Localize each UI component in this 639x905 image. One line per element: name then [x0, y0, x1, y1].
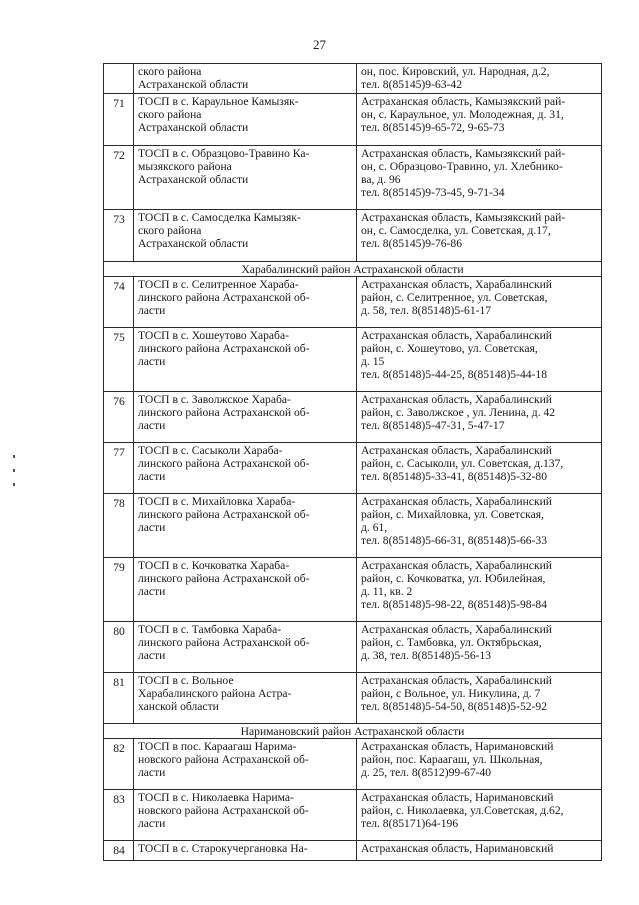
table-row — [104, 558, 602, 622]
table-row — [104, 64, 602, 94]
section-row — [104, 724, 602, 739]
page-number: 27 — [313, 37, 326, 52]
office-name: ТОСП в пос. Караагаш Нарима- новского района Астраханской об- ласти — [134, 739, 357, 790]
table-row — [104, 328, 602, 392]
office-address: Астраханская область, Наримановский район, пос. Караагаш, ул. Школьная, д. 25, тел. 8(8512)99-67-40 — [357, 739, 602, 790]
row-number: 82 — [104, 739, 134, 790]
office-address: Астраханская область, Наримановский — [357, 841, 602, 861]
row-number: 78 — [104, 494, 134, 558]
table-row — [104, 494, 602, 558]
table-row — [104, 210, 602, 262]
table-row — [104, 94, 602, 146]
scan-mark — [13, 469, 15, 472]
table-row — [104, 739, 602, 790]
office-address: Астраханская область, Харабалинский район, с. Хошеутово, ул. Советская, д. 15 тел. 8(85148)5-44-25, 8(85148)5-44-18 — [357, 328, 602, 392]
scan-margin-marks — [13, 455, 17, 497]
office-name: ТОСП в с. Тамбовка Хараба- линского района Астраханской об- ласти — [134, 622, 357, 673]
section-row — [104, 262, 602, 277]
office-name: ТОСП в с. Заволжское Хараба- линского района Астраханской об- ласти — [134, 392, 357, 443]
row-number: 76 — [104, 392, 134, 443]
section-title: Харабалинский район Астраханской области — [104, 262, 602, 277]
row-number: 71 — [104, 94, 134, 146]
office-name: ТОСП в с. Кочковатка Хараба- линского района Астраханской об- ласти — [134, 558, 357, 622]
row-number: 73 — [104, 210, 134, 262]
office-address: Астраханская область, Наримановский район, с. Николаевка, ул.Советская, д.62, тел. 8(85171)64-196 — [357, 790, 602, 841]
row-number: 72 — [104, 146, 134, 210]
office-name: ТОСП в с. Михайловка Хараба- линского района Астраханской об- ласти — [134, 494, 357, 558]
office-name: ТОСП в с. Вольное Харабалинского района Астра- ханской области — [134, 673, 357, 724]
table-row — [104, 277, 602, 328]
office-address: Астраханская область, Камызякский рай- он, с. Самосделка, ул. Советская, д.17, тел. 8(85145)9-76-86 — [357, 210, 602, 262]
office-name: ТОСП в с. Николаевка Нарима- новского района Астраханской об- ласти — [134, 790, 357, 841]
table-row — [104, 622, 602, 673]
row-number: 77 — [104, 443, 134, 494]
row-number: 80 — [104, 622, 134, 673]
table-row — [104, 392, 602, 443]
table-row — [104, 443, 602, 494]
table-row — [104, 790, 602, 841]
office-address: Астраханская область, Харабалинский район, с. Тамбовка, ул. Октябрьская, д. 38, тел. 8(85148)5-56-13 — [357, 622, 602, 673]
office-name: ТОСП в с. Образцово-Травино Ка- мызякского района Астраханской области — [134, 146, 357, 210]
office-name: ТОСП в с. Старокучергановка На- — [134, 841, 357, 861]
row-number: 79 — [104, 558, 134, 622]
office-address: Астраханская область, Камызякский рай- он, с. Караульное, ул. Молодежная, д. 31, тел. 8(85145)9-65-72, 9-65-73 — [357, 94, 602, 146]
office-name: ского района Астраханской области — [134, 64, 357, 94]
office-name: ТОСП в с. Караульное Камызяк- ского района Астраханской области — [134, 94, 357, 146]
office-name: ТОСП в с. Хошеутово Хараба- линского района Астраханской об- ласти — [134, 328, 357, 392]
scan-mark — [13, 483, 15, 486]
office-name: ТОСП в с. Селитренное Хараба- линского района Астраханской об- ласти — [134, 277, 357, 328]
row-number: 84 — [104, 841, 134, 861]
scan-mark — [13, 455, 15, 458]
row-number: 74 — [104, 277, 134, 328]
office-address: Астраханская область, Харабалинский район, с. Заволжское , ул. Ленина, д. 42 тел. 8(85148)5-47-31, 5-47-17 — [357, 392, 602, 443]
office-address: Астраханская область, Харабалинский район, с. Михайловка, ул. Советская, д. 61, тел. 8(85148)5-66-31, 8(85148)5-66-33 — [357, 494, 602, 558]
office-address: он, пос. Кировский, ул. Народная, д.2, тел. 8(85145)9-63-42 — [357, 64, 602, 94]
office-address: Астраханская область, Харабалинский район, с. Кочковатка, ул. Юбилейная, д. 11, кв. 2 тел. 8(85148)5-98-22, 8(85148)5-98-84 — [357, 558, 602, 622]
row-number: 81 — [104, 673, 134, 724]
offices-table — [103, 63, 602, 861]
table-row — [104, 841, 602, 861]
table-row — [104, 673, 602, 724]
office-address: Астраханская область, Харабалинский район, с. Селитренное, ул. Советская, д. 58, тел. 8(85148)5-61-17 — [357, 277, 602, 328]
row-number: 83 — [104, 790, 134, 841]
office-name: ТОСП в с. Самосделка Камызяк- ского района Астраханской области — [134, 210, 357, 262]
offices-table-body — [104, 64, 602, 861]
row-number — [104, 64, 134, 94]
row-number: 75 — [104, 328, 134, 392]
office-address: Астраханская область, Харабалинский район, с. Сасыколи, ул. Советская, д.137, тел. 8(85148)5-33-41, 8(85148)5-32-80 — [357, 443, 602, 494]
office-address: Астраханская область, Харабалинский район, с Вольное, ул. Никулина, д. 7 тел. 8(85148)5-54-50, 8(85148)5-52-92 — [357, 673, 602, 724]
section-title: Наримановский район Астраханской области — [104, 724, 602, 739]
table-row — [104, 146, 602, 210]
office-name: ТОСП в с. Сасыколи Хараба- линского района Астраханской об- ласти — [134, 443, 357, 494]
office-address: Астраханская область, Камызякский рай- он, с. Образцово-Травино, ул. Хлебнико- ва, д. 96 тел. 8(85145)9-73-45, 9-71-34 — [357, 146, 602, 210]
